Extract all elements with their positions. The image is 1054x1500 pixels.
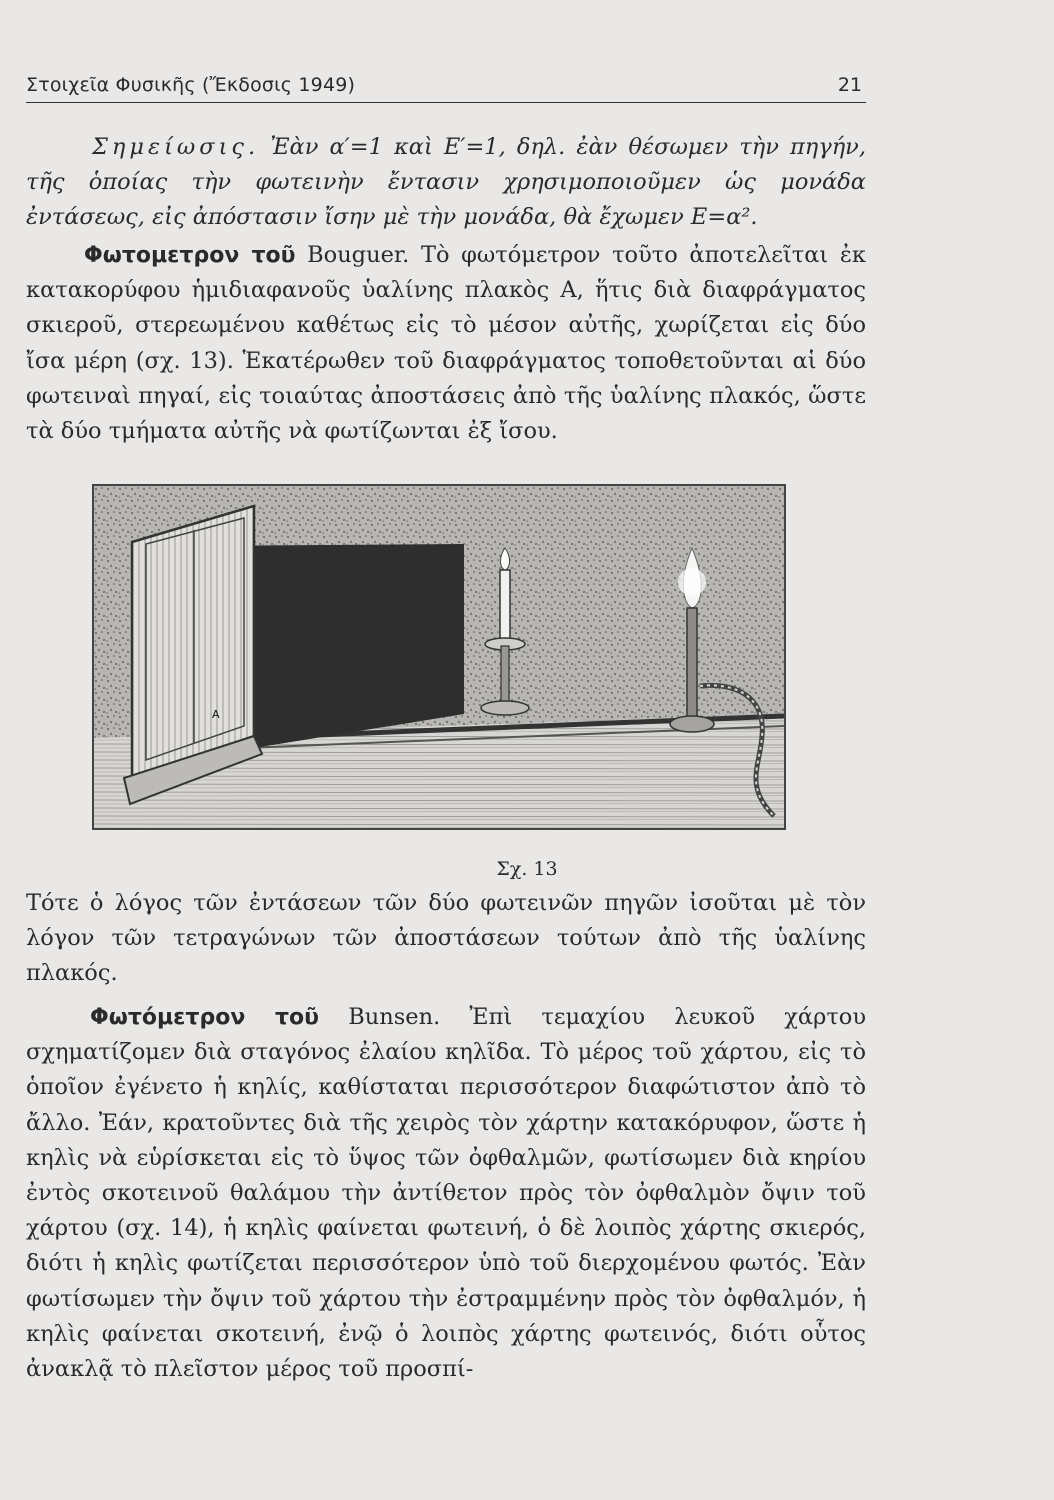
figure-caption: Σχ. 13 [496, 858, 558, 880]
page-number: 21 [837, 74, 862, 96]
paragraph-ratio [26, 886, 866, 992]
plate-label-a: A [212, 708, 220, 721]
photometer-drawing [94, 486, 784, 828]
section-heading-bunsen: Φωτόμετρον τοῦ [90, 1005, 320, 1030]
paragraph-note [26, 130, 866, 236]
note-text: Ἐὰν α′=1 καὶ Ε′=1, δηλ. ἐὰν θέσωμεν τὴν πηγήν, τῆς ὁποίας τὴν φωτεινὴν ἔντασιν χρησιμοποιοῦμεν ὡς μονάδα ἐντάσεως, εἰς ἀπόστασιν ἴσην μὲ τὴν μονάδα, θὰ ἔχωμεν Ε=α². [26, 134, 867, 231]
paragraph-bunsen [26, 1000, 866, 1387]
bunsen-text: Ἐπὶ τεμαχίου λευκοῦ χάρτου σχηματίζομεν διὰ σταγόνος ἐλαίου κηλῖδα. Τὸ μέρος τοῦ χάρτου, εἰς τὸ ὁποῖον ἐγένετο ἡ κηλίς, καθίσταται περισσότερον διαφώτιστον ἀπὸ τὸ ἄλλο. Ἐάν, κρατοῦντες διὰ τῆς χειρὸς τὸν χάρτην κατακόρυφον, ὥστε ἡ κηλὶς νὰ εὑρίσκεται εἰς τὸ ὕψος τῶν ὀφθαλμῶν, φωτίσωμεν διὰ κηρίου ἐντὸς σκοτεινοῦ θαλάμου τὴν ἀντίθετον πρὸς τὸν ὀφθαλμὸν ὄψιν τοῦ χάρτου (σχ. 14), ἡ κηλὶς φαίνεται φωτεινή, ὁ δὲ λοιπὸς χάρτης σκιερός, διότι ἡ κηλὶς φωτίζεται περισσότερον ὑπὸ τοῦ διερχομένου φωτός. Ἐὰν φωτίσωμεν τὴν ὄψιν τοῦ χάρτου τὴν ἐστραμμένην πρὸς τὸν ὀφθαλμόν, ἡ κηλὶς φαίνεται σκοτεινή, ἐνῷ ὁ λοιπὸς χάρτης φωτεινός, διότι οὗτος ἀνακλᾷ τὸ πλεῖστον μέρος τοῦ προσπί- [26, 1004, 866, 1383]
figure-photometer-illustration [92, 484, 786, 830]
note-label: Σημείωσις. [92, 134, 260, 160]
bouguer-text: Τὸ φωτόμετρον τοῦτο ἀποτελεῖται ἐκ κατακορύφου ἡμιδιαφανοῦς ὑαλίνης πλακὸς Α, ἥτις διὰ διαφράγματος σκιεροῦ, στερεωμένου καθέτως εἰς τὸ μέσον αὐτῆς, χωρίζεται εἰς δύο ἴσα μέρη (σχ. 13). Ἑκατέρωθεν τοῦ διαφράγματος τοποθετοῦνται αἱ δύο φωτειναὶ πηγαί, εἰς τοιαύτας ἀποστάσεις ἀπὸ τῆς ὑαλίνης πλακός, ὥστε τὰ δύο τμήματα αὐτῆς νὰ φωτίζωνται ἐξ ἴσου. [26, 242, 866, 445]
section-heading-name-bouguer: Bouguer. [307, 242, 410, 268]
paragraph-bouguer [26, 238, 866, 449]
running-header [26, 70, 866, 103]
section-heading-bouguer: Φωτομετρον τοῦ [84, 243, 296, 268]
book-title: Στοιχεῖα Φυσικῆς (Ἔκδοσις 1949) [26, 74, 356, 96]
ratio-text: Τότε ὁ λόγος τῶν ἐντάσεων τῶν δύο φωτεινῶν πηγῶν ἰσοῦται μὲ τὸν λόγον τῶν τετραγώνων τῶν ἀποστάσεων τούτων ἀπὸ τῆς ὑαλίνης πλακός. [26, 890, 866, 987]
section-heading-name-bunsen: Bunsen. [348, 1004, 441, 1030]
